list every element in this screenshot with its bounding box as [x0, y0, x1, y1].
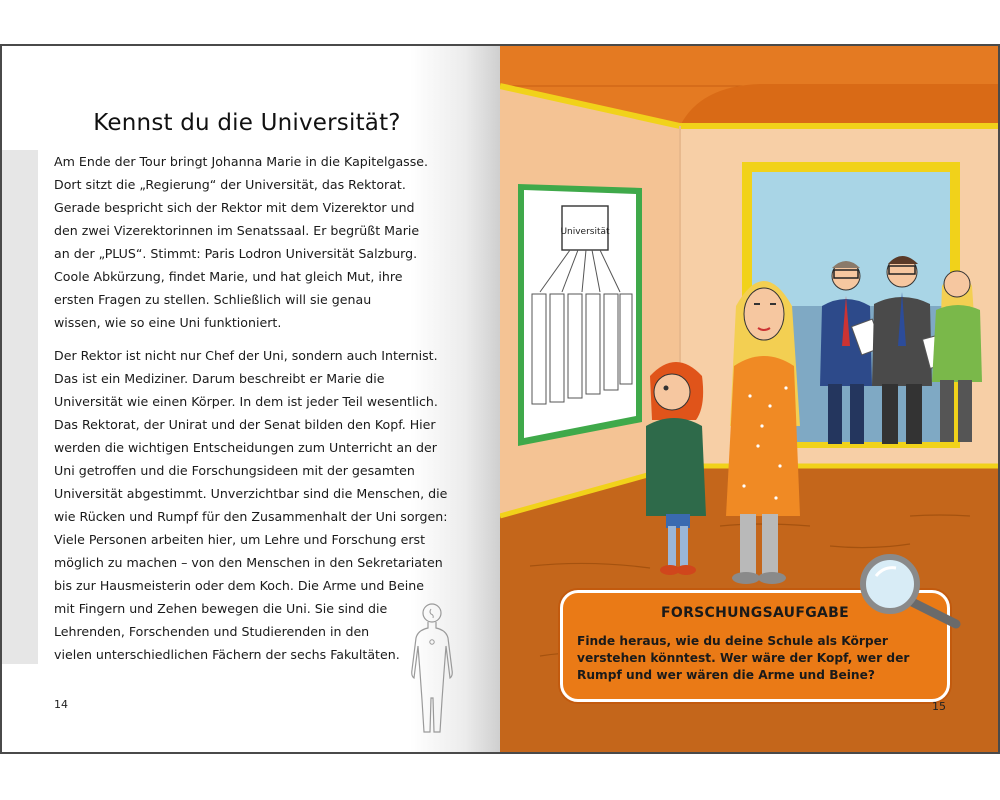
- text-line: Der Rektor ist nicht nur Chef der Uni, sondern auch Internist.: [54, 348, 438, 363]
- right-page: [500, 46, 1000, 752]
- open-book: [0, 44, 1000, 754]
- text-line: Viele Personen arbeiten hier, um Lehre und Forschung erst: [54, 532, 426, 547]
- text-line: mit Fingern und Zehen bewegen die Uni. Sie sind die: [54, 601, 388, 616]
- page-number-right: 15: [932, 700, 946, 713]
- text-line: wie Rücken und Rumpf für den Zusammenhalt der Uni sorgen:: [54, 509, 448, 524]
- text-line: Coole Abkürzung, findet Marie, und hat gleich Mut, ihre: [54, 269, 403, 284]
- poster-title: Universität: [560, 227, 610, 237]
- text-line: Lehrenden, Forschenden und Studierenden in den: [54, 624, 370, 639]
- text-line: bis zur Hausmeisterin oder dem Koch. Die Arme und Beine: [54, 578, 424, 593]
- text-line: Universität abgestimmt. Unverzichtbar sind die Menschen, die: [54, 486, 448, 501]
- text-line: möglich zu machen – von den Menschen in den Sekretariaten: [54, 555, 443, 570]
- page-title: Kennst du die Universität?: [93, 110, 401, 136]
- text-line: Dort sitzt die „Regierung“ der Universität, das Rektorat.: [54, 177, 406, 192]
- text-line: Universität wie einen Körper. In dem ist jeder Teil wesentlich.: [54, 394, 438, 409]
- text-line: werden die wichtigen Entscheidungen zum Unterricht an der: [54, 440, 437, 455]
- margin-bar: [2, 150, 38, 664]
- text-line: an der „PLUS“. Stimmt: Paris Lodron Universität Salzburg.: [54, 246, 418, 261]
- text-line: wissen, wie so eine Uni funktioniert.: [54, 315, 282, 330]
- task-text: Finde heraus, wie du deine Schule als Körper verstehen könntest. Wer wäre der Kopf, wer der Rumpf und wer wären die Arme und Beine?: [577, 634, 910, 682]
- text-line: Das ist ein Mediziner. Darum beschreibt er Marie die: [54, 371, 385, 386]
- text-line: Uni getroffen und die Forschungsideen mit der gesamten: [54, 463, 415, 478]
- text-line: ersten Fragen zu stellen. Schließlich will sie genau: [54, 292, 372, 307]
- task-title: FORSCHUNGSAUFGABE: [661, 605, 849, 621]
- text-line: Gerade bespricht sich der Rektor mit dem Vizerektor und: [54, 200, 415, 215]
- text-line: Das Rektorat, der Unirat und der Senat bilden den Kopf. Hier: [54, 417, 436, 432]
- text-line: den zwei Vizerektorinnen im Senatssaal. Er begrüßt Marie: [54, 223, 420, 238]
- text-line: vielen unterschiedlichen Fächern der sechs Fakultäten.: [54, 647, 400, 662]
- paragraph-1: [54, 150, 449, 334]
- text-line: Am Ende der Tour bringt Johanna Marie in die Kapitelgasse.: [54, 154, 429, 169]
- human-body-icon: [404, 600, 460, 740]
- page-number-left: 14: [54, 698, 68, 711]
- magnifier-icon: [856, 554, 966, 634]
- paragraph-2: [54, 344, 449, 666]
- left-page: [0, 46, 500, 752]
